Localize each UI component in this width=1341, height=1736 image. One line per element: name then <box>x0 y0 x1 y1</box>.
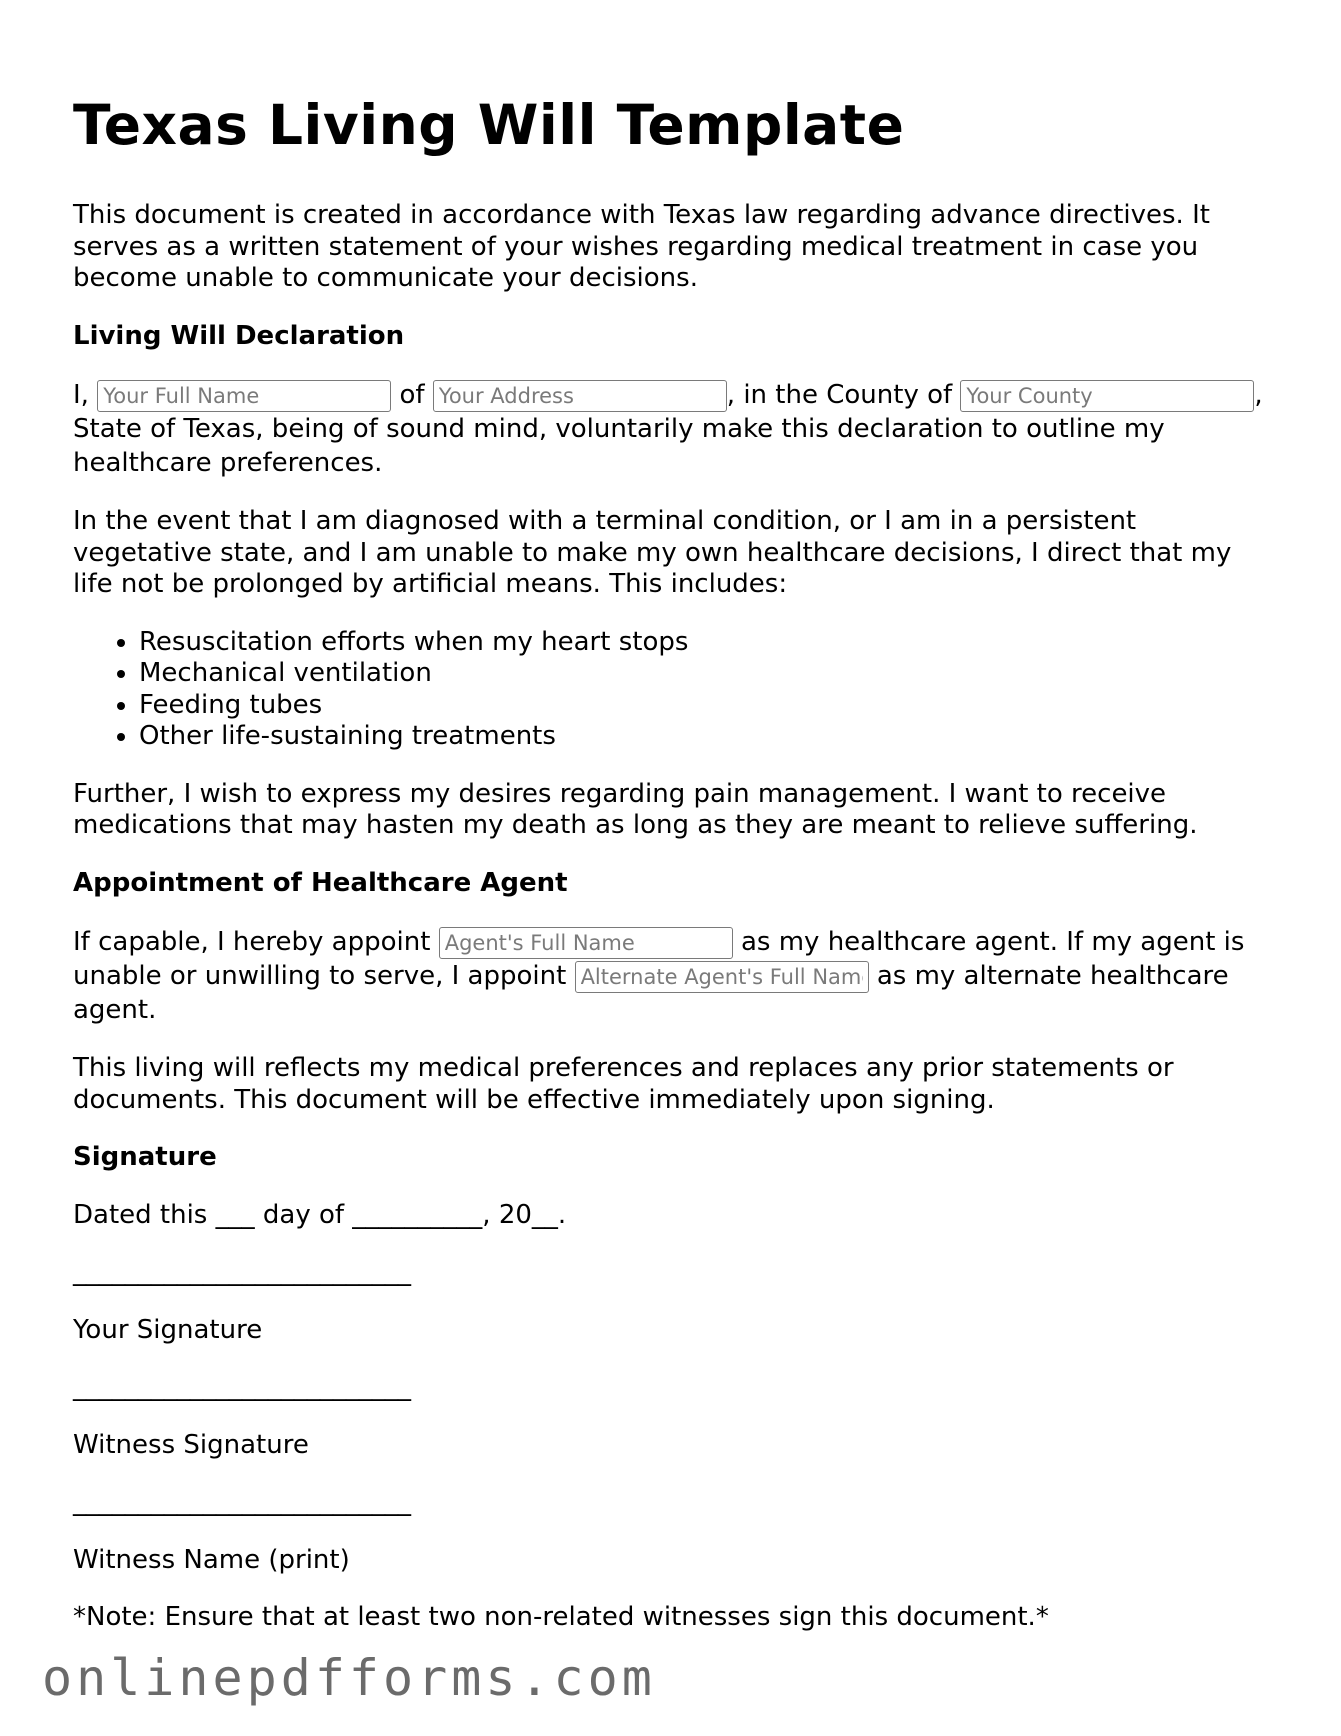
witness-name-label: Witness Name (print) <box>73 1544 350 1575</box>
agent-text-2: as my healthcare agent. If my agent is unable or unwilling to serve, I appoint <box>73 927 1245 991</box>
county-input[interactable] <box>960 380 1254 412</box>
signature-heading: Signature <box>73 1142 217 1172</box>
list-item: • Mechanical ventilation <box>139 658 1273 690</box>
agent-heading: Appointment of Healthcare Agent <box>73 867 568 898</box>
document-page <box>73 92 1273 1660</box>
declaration-after-text: , State of Texas, being of sound mind, voluntarily make this declaration to outline my healthcare preferences. <box>73 380 1263 478</box>
witness-name-line: __________________________ <box>73 1487 411 1517</box>
address-input[interactable] <box>433 380 727 412</box>
witness-note: *Note: Ensure that at least two non-related witnesses sign this document.* <box>73 1602 1049 1632</box>
witness-signature-label: Witness Signature <box>73 1429 309 1460</box>
agent-text-1: If capable, I hereby appoint <box>73 927 431 957</box>
dated-line: Dated this ___ day of __________, 20__. <box>73 1199 567 1230</box>
declaration-of-text: of <box>399 380 425 410</box>
treatments-list <box>73 627 1273 753</box>
agent-statement <box>73 925 1273 1027</box>
agent-text-3: as my alternate healthcare agent. <box>73 961 1229 1025</box>
declaration-county-text: , in the County of <box>726 380 953 410</box>
list-item: • Resuscitation efforts when my heart stops <box>139 627 1273 659</box>
your-signature-line: __________________________ <box>73 1257 411 1287</box>
pain-paragraph: Further, I wish to express my desires regarding pain management. I want to receive medications that may hasten my death as long as they are meant to relieve suffering. <box>73 778 1198 840</box>
reflects-paragraph: This living will reflects my medical preferences and replaces any prior statements or documents. This document will be effective immediately upon signing. <box>73 1053 1174 1115</box>
list-item: • Feeding tubes <box>139 690 1273 722</box>
your-signature-label: Your Signature <box>73 1314 263 1345</box>
declaration-statement <box>73 378 1273 480</box>
full-name-input[interactable] <box>97 380 391 412</box>
declaration-prefix: I, <box>73 380 89 410</box>
alternate-agent-name-input[interactable] <box>575 961 869 993</box>
event-paragraph: In the event that I am diagnosed with a terminal condition, or I am in a persistent vegetative state, and I am unable to make my own healthcare decisions, I direct that my life not be prolonged by artificial means. This includes: <box>73 506 1232 599</box>
agent-name-input[interactable] <box>439 927 733 959</box>
page-title: Texas Living Will Template <box>73 93 905 157</box>
declaration-heading: Living Will Declaration <box>73 320 405 351</box>
watermark-logo: onlinepdfforms.com <box>42 1649 656 1707</box>
intro-paragraph: This document is created in accordance with Texas law regarding advance directives. It serves as a written statement of your wishes regarding medical treatment in case you become unable to communicate your decisions. <box>73 200 1210 293</box>
witness-signature-line: __________________________ <box>73 1372 411 1402</box>
list-item: • Other life-sustaining treatments <box>139 721 1273 753</box>
